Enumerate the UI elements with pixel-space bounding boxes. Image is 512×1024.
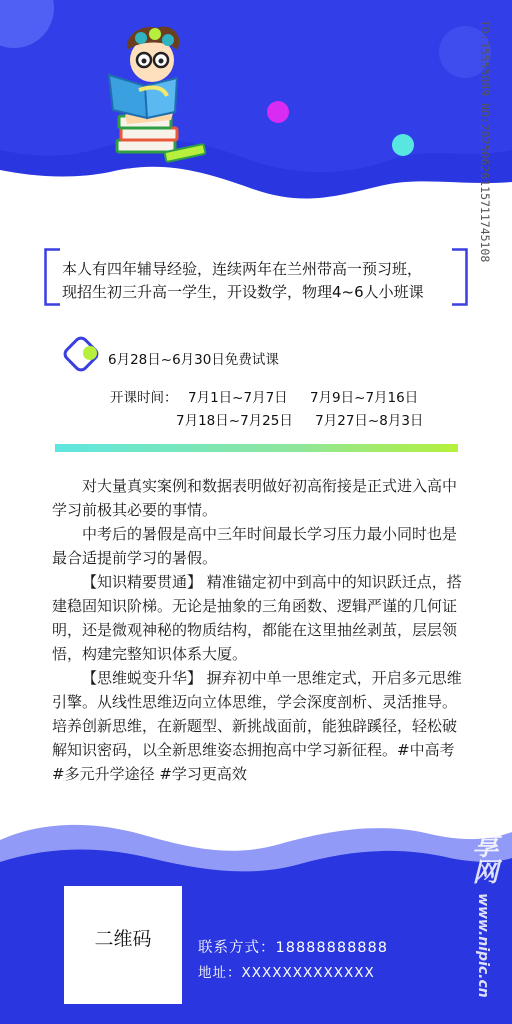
trial-dates: 6月28日~6月30日免费试课 <box>108 352 279 368</box>
session-dates: 7月27日~8月3日 <box>315 413 424 429</box>
schedule-row-1 <box>188 386 436 406</box>
session-dates: 7月1日~7月7日 <box>188 390 288 406</box>
session-dates: 7月9日~7月16日 <box>309 390 419 406</box>
schedule-row-2 <box>176 409 441 429</box>
top-wave-background <box>0 0 512 215</box>
watermark-url: www.nipic.cn <box>475 893 491 998</box>
body-paragraph: 【知识精要贯通】 精准锚定初中到高中的知识跃迁点，搭建稳固知识阶梯。无论是抽象的三角函数、逻辑严谨的几何证明，还是微观神秘的物质结构，都能在这里抽丝剥茧，层层领悟，构建完整知识体系大厦。 <box>52 573 462 663</box>
schedule-label: 开课时间： <box>110 390 178 406</box>
watermark <box>470 806 502 1018</box>
contact-info: 联系方式：18888888888 <box>198 940 388 956</box>
diamond-bullet-icon <box>60 333 104 377</box>
session-dates: 7月18日~7月25日 <box>176 413 293 429</box>
watermark-brand: 昵享网 <box>468 806 498 884</box>
address-info: 地址：XXXXXXXXXXXXX <box>198 965 375 981</box>
image-id-text: ID:35555089 NO:20250626115711745108 <box>478 20 492 263</box>
intro-line-1: 本人有四年辅导经验，连续两年在兰州带高一预习班， <box>62 260 423 278</box>
student-reading-illustration <box>105 20 215 170</box>
body-paragraph: 中考后的暑假是高中三年时间最长学习压力最小同时也是最合适提前学习的暑假。 <box>52 525 458 567</box>
body-copy <box>52 474 464 786</box>
body-paragraph: 对大量真实案例和数据表明做好初高衔接是正式进入高中学习前极其必要的事情。 <box>52 477 458 519</box>
body-paragraph: 【思维蜕变升华】 摒弃初中单一思维定式，开启多元思维引擎。从线性思维迈向立体思维，学会深度剖析、灵活推导。培养创新思维，在新题型、新挑战面前，能独辟蹊径，轻松破解知识密码，以全新思维姿态拥抱高中学习新征程。#中高考 #多元升学途径 #学习更高效 <box>52 669 462 783</box>
qr-code-label: 二维码 <box>94 928 152 950</box>
gradient-divider <box>55 444 458 452</box>
intro-line-2: 现招生初三升高一学生，开设数学，物理4~6人小班课 <box>62 283 424 301</box>
intro-text <box>62 258 472 304</box>
